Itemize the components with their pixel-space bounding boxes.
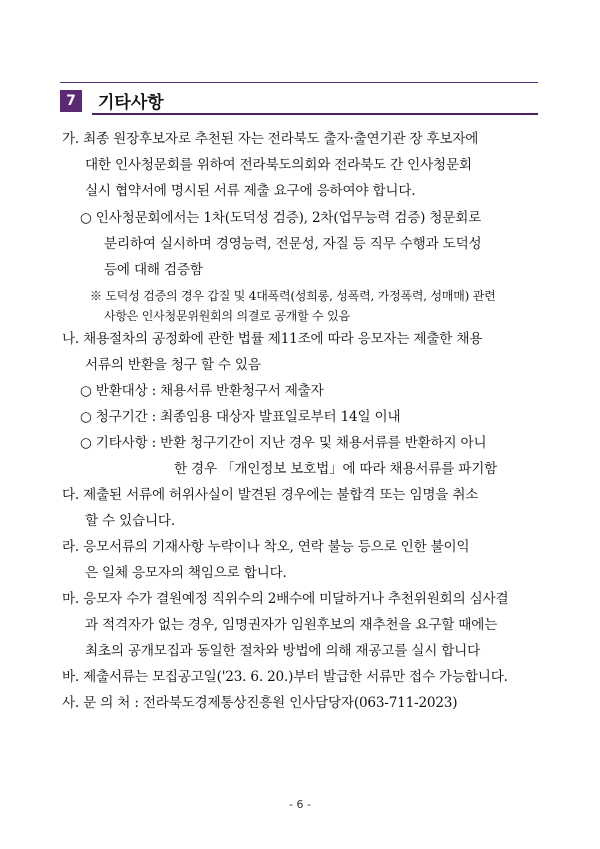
- item-ma-line-3: 최초의 공개모집과 동일한 절차와 방법에 의해 재공고를 실시 합니다: [85, 643, 481, 659]
- bullet-other-line-2: 한 경우 「개인정보 보호법」에 따라 채용서류를 파기함: [174, 461, 498, 477]
- item-ba-line-1: 바. 제출서류는 모집공고일('23. 6. 20.)부터 발급한 서류만 접수 가능합니다.: [62, 669, 508, 685]
- section-bottom-rule: [92, 113, 538, 115]
- note-line-1: ※ 도덕성 검증의 경우 갑질 및 4대폭력(성희롱, 성폭력, 가정폭력, 성매매) 관련: [90, 289, 496, 303]
- section-title: 기타사항: [98, 93, 164, 113]
- item-na-line-1: 나. 채용절차의 공정화에 관한 법률 제11조에 따라 응모자는 제출한 채용: [62, 331, 483, 347]
- section-number-badge: 7: [60, 90, 82, 112]
- page-number: - 6 -: [289, 798, 311, 811]
- bullet-hearing-line-2: 분리하여 실시하며 경영능력, 전문성, 자질 등 직무 수행과 도덕성: [104, 236, 482, 252]
- item-ga-line-3: 실시 협약서에 명시된 서류 제출 요구에 응하여야 합니다.: [85, 183, 416, 199]
- item-ga-line-1: 가. 최종 원장후보자로 추천된 자는 전라북도 출자·출연기관 장 후보자에: [62, 131, 479, 147]
- item-na-line-2: 서류의 반환을 청구 할 수 있음: [85, 357, 261, 373]
- item-ra-line-2: 은 일체 응모자의 책임으로 합니다.: [85, 565, 287, 581]
- note-line-2: 사항은 인사청문위원회의 의결로 공개할 수 있음: [104, 309, 350, 323]
- bullet-hearing-line-1: ○ 인사청문회에서는 1차(도덕성 검증), 2차(업무능력 검증) 청문회로: [80, 210, 482, 226]
- section-top-rule: [60, 82, 538, 83]
- item-sa-contact: 사. 문 의 처 : 전라북도경제통상진흥원 인사담당자(063-711-2023): [62, 695, 458, 711]
- item-da-line-2: 할 수 있습니다.: [85, 513, 175, 529]
- item-ra-line-1: 라. 응모서류의 기재사항 누락이나 착오, 연락 불능 등으로 인한 불이익: [62, 539, 470, 555]
- bullet-other-line-1: ○ 기타사항 : 반환 청구기간이 지난 경우 및 채용서류를 반환하지 아니: [80, 435, 487, 451]
- bullet-return-target: ○ 반환대상 : 채용서류 반환청구서 제출자: [80, 383, 324, 399]
- item-ma-line-2: 과 적격자가 없는 경우, 임명권자가 임원후보의 재추천을 요구할 때에는: [85, 617, 498, 633]
- item-da-line-1: 다. 제출된 서류에 허위사실이 발견된 경우에는 불합격 또는 임명을 취소: [62, 487, 479, 503]
- item-ga-line-2: 대한 인사청문회를 위하여 전라북도의회와 전라북도 간 인사청문회: [85, 157, 472, 173]
- bullet-hearing-line-3: 등에 대해 검증함: [104, 262, 203, 278]
- item-ma-line-1: 마. 응모자 수가 결원예정 직위수의 2배수에 미달하거나 추천위원회의 심사결: [62, 591, 509, 607]
- bullet-claim-period: ○ 청구기간 : 최종임용 대상자 발표일로부터 14일 이내: [80, 409, 401, 425]
